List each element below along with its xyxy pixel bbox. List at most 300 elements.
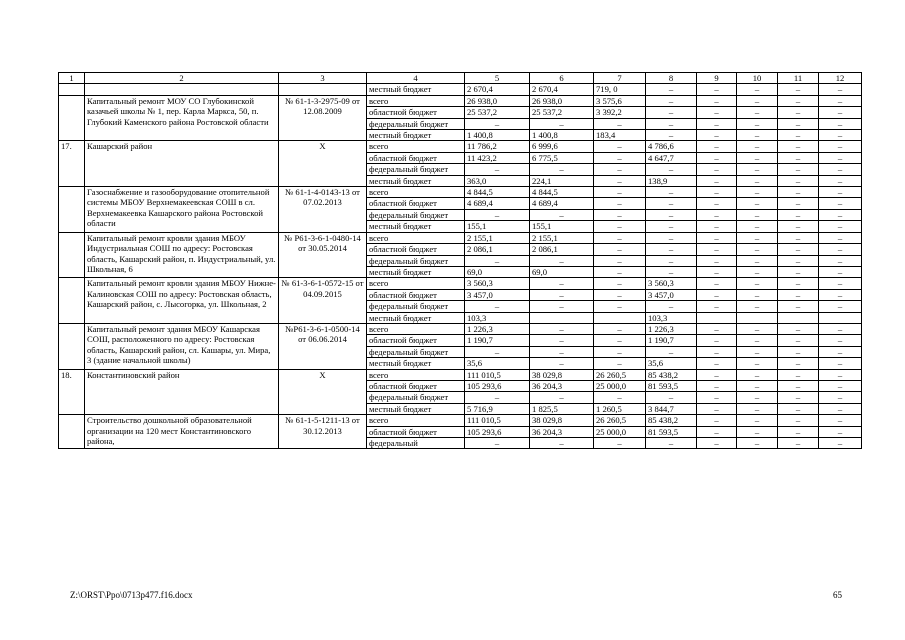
- value-cell: 3 560,3: [465, 278, 530, 289]
- value-cell: [778, 312, 819, 323]
- value-cell: [530, 312, 594, 323]
- row-number-cell: [59, 232, 85, 278]
- value-cell: 6 775,5: [530, 152, 594, 163]
- value-cell: –: [819, 301, 862, 312]
- value-cell: 4 689,4: [530, 198, 594, 209]
- value-cell: 1 400,8: [530, 130, 594, 141]
- value-cell: –: [819, 278, 862, 289]
- object-name-cell: Капитальный ремонт МОУ СО Глубокинской казачьей школы № 1, пер. Карла Маркса, 50, п. Глубокий Каменского района Ростовской области: [85, 95, 279, 141]
- object-name-cell: Капитальный ремонт здания МБОУ Кашарская СОШ, расположенного по адресу: Ростовская область, Кашарский район, сл. Кашары, ул. Мира, 3 (здание начальной школы): [85, 323, 279, 369]
- value-cell: –: [778, 107, 819, 118]
- funding-source-cell: местный бюджет: [367, 266, 465, 277]
- value-cell: –: [819, 403, 862, 414]
- value-cell: 4 689,4: [465, 198, 530, 209]
- funding-source-cell: федеральный бюджет: [367, 346, 465, 357]
- value-cell: –: [646, 164, 697, 175]
- document-cell: № Р61-3-6-1-0480-14 от 30.05.2014: [279, 232, 367, 278]
- value-cell: –: [646, 244, 697, 255]
- value-cell: 69,0: [465, 266, 530, 277]
- value-cell: 111 010,5: [465, 415, 530, 426]
- value-cell: 1 226,3: [465, 323, 530, 334]
- funding-source-cell: всего: [367, 141, 465, 152]
- value-cell: –: [697, 141, 737, 152]
- value-cell: –: [530, 118, 594, 129]
- object-name-cell: Газоснабжение и газооборудование отопительной системы МБОУ Верхнемакеевская СОШ в сл. Верхнемакеевка Кашарского района Ростовской области: [85, 187, 279, 233]
- value-cell: –: [737, 266, 778, 277]
- value-cell: –: [737, 289, 778, 300]
- value-cell: –: [819, 232, 862, 243]
- funding-source-cell: областной бюджет: [367, 244, 465, 255]
- funding-source-cell: федеральный бюджет: [367, 209, 465, 220]
- value-cell: 11 423,2: [465, 152, 530, 163]
- funding-source-cell: всего: [367, 232, 465, 243]
- value-cell: 11 786,2: [465, 141, 530, 152]
- funding-source-cell: местный бюджет: [367, 130, 465, 141]
- value-cell: –: [737, 209, 778, 220]
- value-cell: –: [697, 380, 737, 391]
- value-cell: –: [778, 278, 819, 289]
- row-number-cell: [59, 278, 85, 324]
- value-cell: –: [819, 266, 862, 277]
- value-cell: 363,0: [465, 175, 530, 186]
- value-cell: 103,3: [465, 312, 530, 323]
- value-cell: 1 190,7: [646, 335, 697, 346]
- value-cell: 2 670,4: [530, 84, 594, 95]
- value-cell: –: [594, 335, 646, 346]
- header-row: [59, 73, 862, 84]
- document-cell: № 61-1-4-0143-13 от 07.02.2013: [279, 187, 367, 233]
- value-cell: –: [778, 175, 819, 186]
- value-cell: –: [697, 209, 737, 220]
- value-cell: –: [737, 141, 778, 152]
- value-cell: –: [594, 221, 646, 232]
- value-cell: [697, 312, 737, 323]
- value-cell: 26 938,0: [465, 95, 530, 106]
- value-cell: –: [778, 392, 819, 403]
- value-cell: 105 293,6: [465, 426, 530, 437]
- funding-source-cell: федеральный бюджет: [367, 301, 465, 312]
- value-cell: –: [646, 95, 697, 106]
- value-cell: –: [737, 187, 778, 198]
- value-cell: –: [737, 107, 778, 118]
- column-number: 8: [646, 73, 697, 84]
- value-cell: 38 029,8: [530, 415, 594, 426]
- funding-source-cell: федеральный бюджет: [367, 164, 465, 175]
- table-row: [59, 187, 862, 198]
- value-cell: 2 155,1: [530, 232, 594, 243]
- row-number-cell: [59, 187, 85, 233]
- value-cell: 25 537,2: [530, 107, 594, 118]
- column-number: 12: [819, 73, 862, 84]
- value-cell: –: [737, 301, 778, 312]
- value-cell: –: [697, 426, 737, 437]
- budget-table: [58, 72, 862, 449]
- value-cell: –: [778, 335, 819, 346]
- column-number: 7: [594, 73, 646, 84]
- value-cell: –: [819, 369, 862, 380]
- value-cell: –: [737, 244, 778, 255]
- funding-source-cell: местный бюджет: [367, 221, 465, 232]
- value-cell: –: [737, 426, 778, 437]
- value-cell: 26 260,5: [594, 369, 646, 380]
- value-cell: –: [819, 380, 862, 391]
- value-cell: 103,3: [646, 312, 697, 323]
- value-cell: –: [697, 187, 737, 198]
- funding-source-cell: местный бюджет: [367, 358, 465, 369]
- value-cell: –: [697, 335, 737, 346]
- value-cell: –: [530, 346, 594, 357]
- value-cell: –: [697, 232, 737, 243]
- value-cell: –: [594, 358, 646, 369]
- value-cell: –: [697, 118, 737, 129]
- value-cell: –: [697, 346, 737, 357]
- value-cell: –: [465, 255, 530, 266]
- value-cell: –: [594, 438, 646, 449]
- document-cell: №Р61-3-6-1-0500-14 от 06.06.2014: [279, 323, 367, 369]
- funding-source-cell: всего: [367, 187, 465, 198]
- value-cell: 105 293,6: [465, 380, 530, 391]
- value-cell: 36 204,3: [530, 426, 594, 437]
- value-cell: –: [778, 369, 819, 380]
- funding-source-cell: федеральный бюджет: [367, 118, 465, 129]
- value-cell: –: [737, 438, 778, 449]
- value-cell: –: [465, 301, 530, 312]
- value-cell: –: [697, 358, 737, 369]
- value-cell: –: [819, 438, 862, 449]
- value-cell: –: [819, 244, 862, 255]
- value-cell: 6 999,6: [530, 141, 594, 152]
- value-cell: 155,1: [530, 221, 594, 232]
- value-cell: 26 260,5: [594, 415, 646, 426]
- document-cell: Х: [279, 369, 367, 415]
- value-cell: –: [778, 358, 819, 369]
- value-cell: [737, 312, 778, 323]
- document-cell: № 61-3-6-1-0572-15 от 04.09.2015: [279, 278, 367, 324]
- value-cell: 3 844,7: [646, 403, 697, 414]
- value-cell: –: [646, 255, 697, 266]
- value-cell: 35,6: [465, 358, 530, 369]
- object-name-cell: Константиновский район: [85, 369, 279, 415]
- value-cell: –: [530, 278, 594, 289]
- object-name-cell: Строительство дошкольной образовательной организации на 120 мест Константиновского района,: [85, 415, 279, 449]
- value-cell: –: [594, 118, 646, 129]
- value-cell: –: [465, 346, 530, 357]
- value-cell: –: [778, 84, 819, 95]
- value-cell: –: [697, 130, 737, 141]
- value-cell: –: [697, 152, 737, 163]
- row-number-cell: [59, 415, 85, 449]
- value-cell: 25 000,0: [594, 426, 646, 437]
- value-cell: 36 204,3: [530, 380, 594, 391]
- value-cell: 111 010,5: [465, 369, 530, 380]
- value-cell: 2 670,4: [465, 84, 530, 95]
- value-cell: 2 086,1: [530, 244, 594, 255]
- object-name-cell: Кашарский район: [85, 141, 279, 187]
- funding-source-cell: местный бюджет: [367, 175, 465, 186]
- value-cell: –: [530, 358, 594, 369]
- value-cell: –: [819, 426, 862, 437]
- value-cell: 1 260,5: [594, 403, 646, 414]
- value-cell: –: [594, 141, 646, 152]
- value-cell: –: [737, 346, 778, 357]
- value-cell: –: [594, 323, 646, 334]
- value-cell: –: [778, 164, 819, 175]
- column-number: 3: [279, 73, 367, 84]
- table-row: [59, 95, 862, 106]
- value-cell: –: [778, 130, 819, 141]
- value-cell: –: [646, 266, 697, 277]
- value-cell: 81 593,5: [646, 380, 697, 391]
- value-cell: –: [737, 84, 778, 95]
- value-cell: –: [819, 198, 862, 209]
- value-cell: –: [697, 403, 737, 414]
- value-cell: –: [646, 130, 697, 141]
- value-cell: –: [778, 198, 819, 209]
- value-cell: –: [778, 152, 819, 163]
- value-cell: –: [594, 209, 646, 220]
- table-row: [59, 278, 862, 289]
- value-cell: –: [594, 232, 646, 243]
- value-cell: 138,9: [646, 175, 697, 186]
- funding-source-cell: местный бюджет: [367, 312, 465, 323]
- column-number: 6: [530, 73, 594, 84]
- value-cell: –: [697, 415, 737, 426]
- value-cell: –: [819, 84, 862, 95]
- value-cell: –: [646, 438, 697, 449]
- value-cell: –: [737, 118, 778, 129]
- value-cell: –: [819, 107, 862, 118]
- value-cell: –: [465, 118, 530, 129]
- value-cell: 4 844,5: [465, 187, 530, 198]
- table-row: [59, 323, 862, 334]
- value-cell: –: [697, 107, 737, 118]
- value-cell: 1 190,7: [465, 335, 530, 346]
- row-number-cell: [59, 323, 85, 369]
- value-cell: 155,1: [465, 221, 530, 232]
- value-cell: –: [530, 255, 594, 266]
- value-cell: –: [697, 175, 737, 186]
- value-cell: –: [819, 392, 862, 403]
- value-cell: 4 786,6: [646, 141, 697, 152]
- column-number: 9: [697, 73, 737, 84]
- value-cell: –: [819, 415, 862, 426]
- value-cell: –: [778, 426, 819, 437]
- table-row: [59, 415, 862, 426]
- value-cell: –: [819, 164, 862, 175]
- value-cell: –: [737, 221, 778, 232]
- value-cell: 85 438,2: [646, 369, 697, 380]
- value-cell: –: [778, 209, 819, 220]
- value-cell: 2 155,1: [465, 232, 530, 243]
- value-cell: –: [737, 255, 778, 266]
- value-cell: –: [819, 346, 862, 357]
- value-cell: –: [465, 392, 530, 403]
- table-row: [59, 232, 862, 243]
- funding-source-cell: всего: [367, 323, 465, 334]
- value-cell: –: [778, 438, 819, 449]
- document-cell: № 61-1-5-1211-13 от 30.12.2013: [279, 415, 367, 449]
- funding-source-cell: областной бюджет: [367, 152, 465, 163]
- value-cell: 85 438,2: [646, 415, 697, 426]
- funding-source-cell: местный бюджет: [367, 403, 465, 414]
- value-cell: –: [778, 187, 819, 198]
- value-cell: 1 226,3: [646, 323, 697, 334]
- value-cell: [594, 312, 646, 323]
- value-cell: [819, 312, 862, 323]
- value-cell: –: [819, 255, 862, 266]
- value-cell: –: [465, 438, 530, 449]
- value-cell: –: [778, 141, 819, 152]
- value-cell: –: [819, 141, 862, 152]
- value-cell: –: [737, 415, 778, 426]
- value-cell: 26 938,0: [530, 95, 594, 106]
- value-cell: –: [646, 198, 697, 209]
- value-cell: –: [530, 289, 594, 300]
- value-cell: 69,0: [530, 266, 594, 277]
- value-cell: –: [697, 255, 737, 266]
- value-cell: 3 575,6: [594, 95, 646, 106]
- value-cell: –: [737, 232, 778, 243]
- table-row: [59, 141, 862, 152]
- value-cell: –: [646, 232, 697, 243]
- value-cell: –: [646, 392, 697, 403]
- value-cell: –: [465, 164, 530, 175]
- value-cell: 719, 0: [594, 84, 646, 95]
- value-cell: –: [778, 346, 819, 357]
- value-cell: –: [819, 335, 862, 346]
- value-cell: –: [778, 255, 819, 266]
- value-cell: –: [697, 198, 737, 209]
- value-cell: 1 400,8: [465, 130, 530, 141]
- value-cell: –: [819, 152, 862, 163]
- value-cell: –: [778, 301, 819, 312]
- value-cell: 81 593,5: [646, 426, 697, 437]
- value-cell: 1 825,5: [530, 403, 594, 414]
- funding-source-cell: областной бюджет: [367, 426, 465, 437]
- value-cell: 5 716,9: [465, 403, 530, 414]
- value-cell: –: [697, 438, 737, 449]
- funding-source-cell: всего: [367, 95, 465, 106]
- document-cell: [279, 84, 367, 95]
- value-cell: 35,6: [646, 358, 697, 369]
- value-cell: –: [465, 209, 530, 220]
- value-cell: –: [646, 118, 697, 129]
- value-cell: 25 000,0: [594, 380, 646, 391]
- value-cell: –: [697, 244, 737, 255]
- value-cell: 25 537,2: [465, 107, 530, 118]
- value-cell: –: [646, 221, 697, 232]
- value-cell: –: [594, 301, 646, 312]
- value-cell: –: [594, 152, 646, 163]
- value-cell: 38 029,8: [530, 369, 594, 380]
- value-cell: –: [646, 84, 697, 95]
- value-cell: –: [594, 244, 646, 255]
- column-number: 1: [59, 73, 85, 84]
- value-cell: –: [530, 209, 594, 220]
- column-number: 2: [85, 73, 279, 84]
- funding-source-cell: областной бюджет: [367, 107, 465, 118]
- funding-source-cell: областной бюджет: [367, 335, 465, 346]
- value-cell: –: [594, 175, 646, 186]
- value-cell: –: [778, 95, 819, 106]
- value-cell: –: [819, 95, 862, 106]
- value-cell: –: [697, 278, 737, 289]
- value-cell: –: [697, 164, 737, 175]
- value-cell: –: [737, 95, 778, 106]
- value-cell: –: [594, 346, 646, 357]
- value-cell: –: [778, 323, 819, 334]
- value-cell: –: [697, 301, 737, 312]
- value-cell: –: [737, 164, 778, 175]
- row-number-cell: [59, 95, 85, 141]
- funding-source-cell: всего: [367, 369, 465, 380]
- value-cell: –: [697, 95, 737, 106]
- value-cell: –: [778, 244, 819, 255]
- row-number-cell: [59, 84, 85, 95]
- value-cell: –: [778, 221, 819, 232]
- value-cell: –: [530, 438, 594, 449]
- value-cell: –: [594, 187, 646, 198]
- value-cell: –: [737, 198, 778, 209]
- value-cell: –: [737, 358, 778, 369]
- object-name-cell: Капитальный ремонт кровли здания МБОУ Индустриальная СОШ по адресу: Ростовская область, Кашарский район, п. Индустриальный, ул. Школьная, 6: [85, 232, 279, 278]
- value-cell: 3 457,0: [465, 289, 530, 300]
- value-cell: –: [737, 152, 778, 163]
- value-cell: –: [819, 358, 862, 369]
- value-cell: –: [778, 232, 819, 243]
- value-cell: –: [737, 130, 778, 141]
- value-cell: –: [594, 392, 646, 403]
- column-number: 4: [367, 73, 465, 84]
- value-cell: 3 392,2: [594, 107, 646, 118]
- value-cell: –: [778, 380, 819, 391]
- funding-source-cell: областной бюджет: [367, 289, 465, 300]
- value-cell: –: [737, 323, 778, 334]
- funding-source-cell: областной бюджет: [367, 380, 465, 391]
- object-name-cell: [85, 84, 279, 95]
- value-cell: –: [594, 266, 646, 277]
- value-cell: –: [530, 164, 594, 175]
- value-cell: –: [819, 130, 862, 141]
- value-cell: –: [530, 301, 594, 312]
- value-cell: –: [778, 415, 819, 426]
- value-cell: –: [737, 335, 778, 346]
- value-cell: –: [697, 392, 737, 403]
- funding-source-cell: федеральный бюджет: [367, 255, 465, 266]
- value-cell: –: [737, 403, 778, 414]
- value-cell: –: [819, 289, 862, 300]
- document-path: Z:\ORST\Ppo\0713p477.f16.docx: [70, 590, 193, 600]
- value-cell: 183,4: [594, 130, 646, 141]
- object-name-cell: Капитальный ремонт кровли здания МБОУ Нижне-Калиновская СОШ по адресу: Ростовская область, Кашарский район, с. Лысогорка, ул. Школьная, 2: [85, 278, 279, 324]
- row-number-cell: 18.: [59, 369, 85, 415]
- value-cell: –: [819, 118, 862, 129]
- value-cell: 3 560,3: [646, 278, 697, 289]
- value-cell: –: [530, 323, 594, 334]
- value-cell: –: [594, 255, 646, 266]
- value-cell: –: [737, 392, 778, 403]
- funding-source-cell: областной бюджет: [367, 198, 465, 209]
- value-cell: –: [530, 335, 594, 346]
- value-cell: –: [778, 266, 819, 277]
- value-cell: –: [697, 323, 737, 334]
- value-cell: –: [778, 118, 819, 129]
- value-cell: –: [737, 175, 778, 186]
- value-cell: –: [819, 187, 862, 198]
- funding-source-cell: местный бюджет: [367, 84, 465, 95]
- value-cell: –: [819, 209, 862, 220]
- value-cell: –: [646, 346, 697, 357]
